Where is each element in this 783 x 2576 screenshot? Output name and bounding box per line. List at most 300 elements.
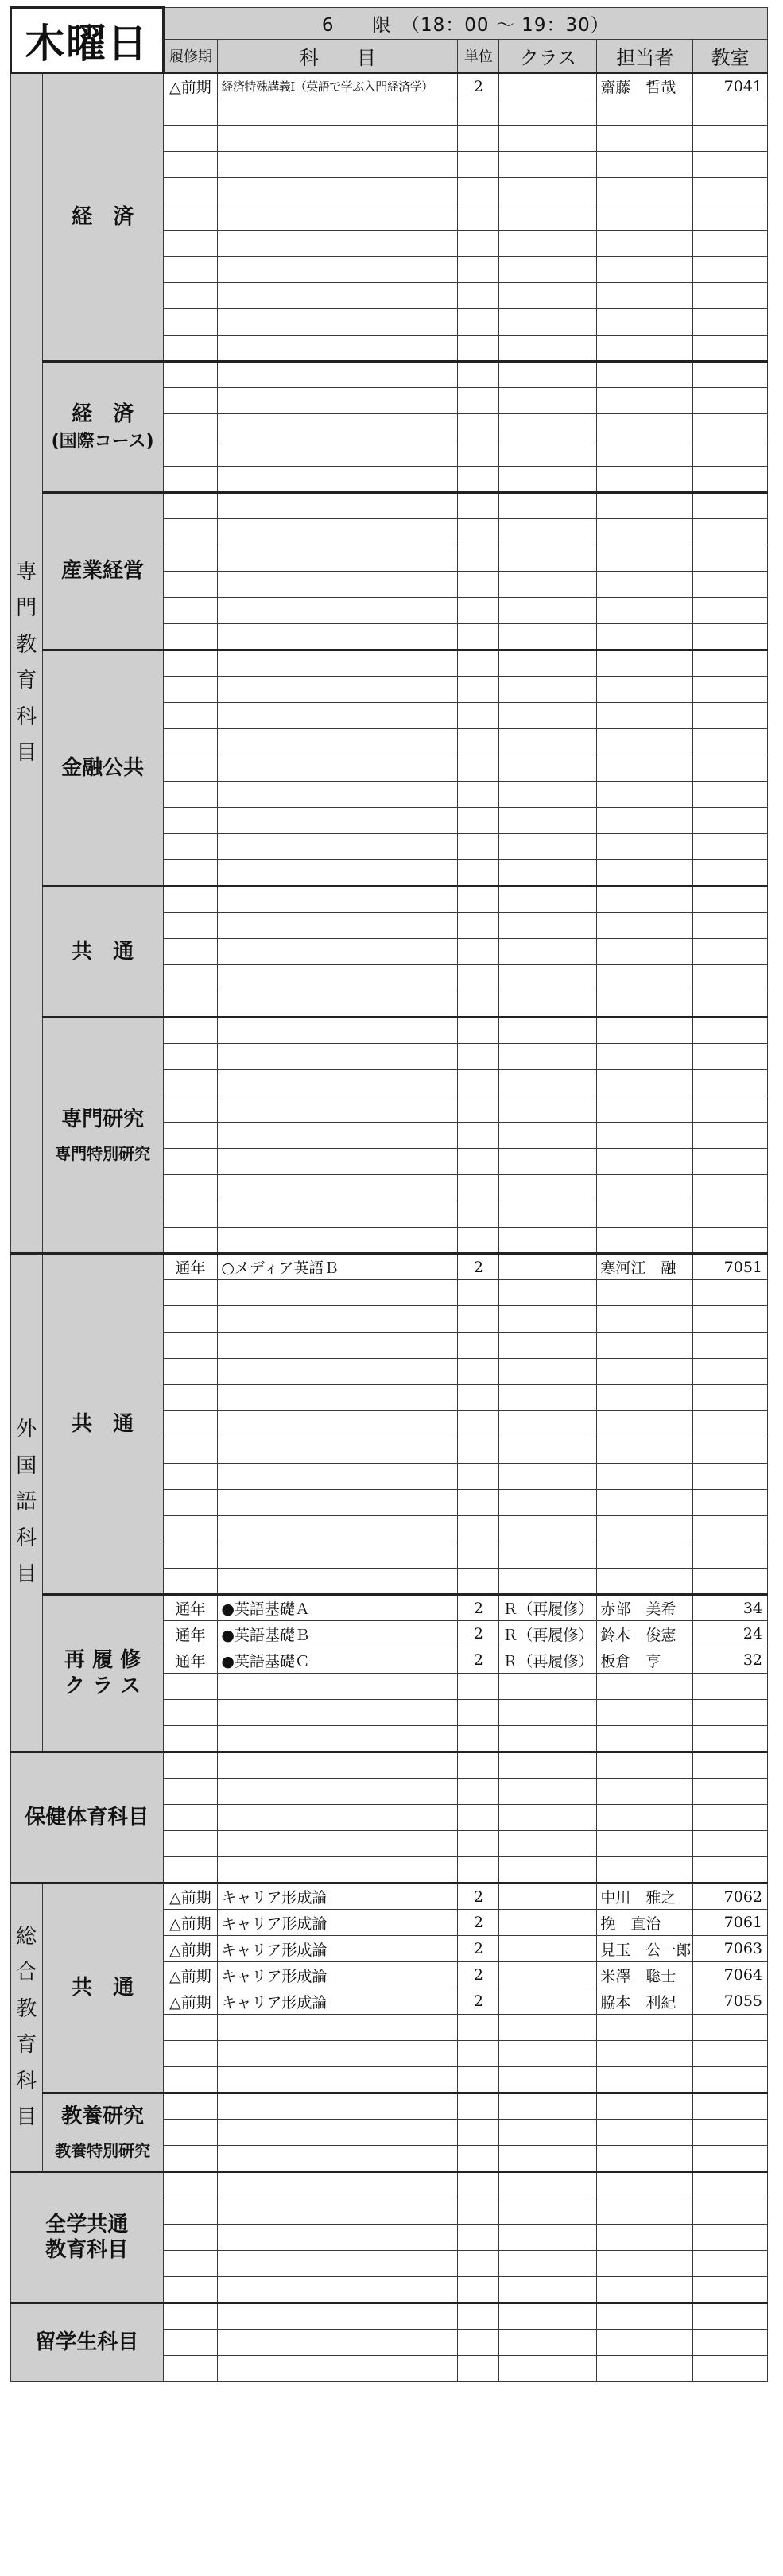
cell-room (693, 755, 768, 782)
cell-room: 7064 (693, 1962, 768, 1988)
cell-class (499, 1674, 597, 1700)
cell-teacher (597, 2093, 693, 2120)
timetable (10, 6, 768, 2382)
cell-credits (458, 860, 499, 886)
cell-room (693, 1175, 768, 1201)
cell-subject (218, 913, 458, 939)
cell-class: Ｒ（再履修） (499, 1595, 597, 1621)
cell-credits: 2 (458, 1988, 499, 2015)
cell-subject (218, 2067, 458, 2093)
cell-term (163, 1437, 218, 1464)
cell-credits (458, 1385, 499, 1411)
cell-class (499, 2146, 597, 2172)
cell-subject (218, 808, 458, 834)
cell-subject (218, 1437, 458, 1464)
cell-credits (458, 2172, 499, 2198)
cell-teacher (597, 729, 693, 755)
cell-teacher (597, 152, 693, 178)
cell-term (163, 152, 218, 178)
cell-subject (218, 1175, 458, 1201)
cell-term (163, 1175, 218, 1201)
cell-room (693, 2172, 768, 2198)
cell-credits (458, 2225, 499, 2251)
cell-teacher (597, 2251, 693, 2277)
cell-subject (218, 1569, 458, 1595)
cell-subject (218, 991, 458, 1018)
cell-teacher (597, 677, 693, 703)
cell-term (163, 1752, 218, 1779)
cell-class (499, 283, 597, 309)
cell-room (693, 126, 768, 152)
cell-teacher (597, 1149, 693, 1175)
cell-term (163, 572, 218, 598)
cell-teacher: 齋藤 哲哉 (597, 73, 693, 99)
cell-room (693, 572, 768, 598)
cell-class (499, 860, 597, 886)
cell-teacher (597, 624, 693, 650)
cell-room (693, 2225, 768, 2251)
cell-teacher (597, 1411, 693, 1437)
cell-term (163, 178, 218, 204)
cell-credits (458, 1280, 499, 1306)
cell-room (693, 178, 768, 204)
cell-credits: 2 (458, 1647, 499, 1674)
cell-term (163, 2198, 218, 2225)
cell-credits (458, 1831, 499, 1857)
cell-credits (458, 1044, 499, 1070)
cell-teacher (597, 598, 693, 624)
cell-credits (458, 1516, 499, 1542)
cell-subject (218, 2146, 458, 2172)
cell-term (163, 545, 218, 572)
cell-subject (218, 782, 458, 808)
cell-class (499, 1569, 597, 1595)
cell-room (693, 2120, 768, 2146)
cell-subject (218, 965, 458, 991)
cell-term (163, 1700, 218, 1726)
cell-teacher: 板倉 亨 (597, 1647, 693, 1674)
cell-term (163, 231, 218, 257)
cell-room (693, 414, 768, 440)
cell-subject (218, 1123, 458, 1149)
cell-term: △前期 (163, 1988, 218, 2015)
cell-term (163, 1490, 218, 1516)
cell-term (163, 362, 218, 388)
cell-subject: キャリア形成論 (218, 1936, 458, 1962)
cell-teacher (597, 782, 693, 808)
cell-class (499, 886, 597, 913)
cell-class (499, 1910, 597, 1936)
cell-term (163, 283, 218, 309)
cell-class (499, 1333, 597, 1359)
cell-term (163, 1096, 218, 1123)
cell-credits (458, 1569, 499, 1595)
cell-class (499, 2015, 597, 2041)
cell-room (693, 782, 768, 808)
cell-credits (458, 1542, 499, 1569)
cell-class (499, 1175, 597, 1201)
cell-subject (218, 1280, 458, 1306)
cell-room (693, 1831, 768, 1857)
cell-teacher (597, 178, 693, 204)
cell-teacher (597, 1437, 693, 1464)
cell-class (499, 1254, 597, 1280)
cell-subject (218, 1857, 458, 1884)
cell-subject (218, 1359, 458, 1385)
cell-class (499, 650, 597, 677)
cell-term (163, 860, 218, 886)
cell-teacher (597, 1857, 693, 1884)
cell-subject (218, 1070, 458, 1096)
cell-subject (218, 755, 458, 782)
cell-subject (218, 2041, 458, 2067)
cell-term: 通年 (163, 1621, 218, 1647)
cell-term (163, 1726, 218, 1752)
cell-teacher (597, 519, 693, 545)
cell-teacher (597, 1831, 693, 1857)
period-title: 6 限 （18：00 ～ 19：30） (163, 8, 767, 40)
cell-subject (218, 519, 458, 545)
cell-credits (458, 1359, 499, 1385)
cell-class (499, 2093, 597, 2120)
cell-teacher: 中川 雅之 (597, 1884, 693, 1910)
cell-credits (458, 1805, 499, 1831)
cell-credits (458, 467, 499, 493)
cell-credits (458, 414, 499, 440)
category-label: 総合教育科目 (11, 1884, 43, 2172)
cell-credits (458, 939, 499, 965)
cell-subject (218, 860, 458, 886)
cell-credits: 2 (458, 1621, 499, 1647)
cell-term (163, 1044, 218, 1070)
cell-teacher (597, 204, 693, 231)
cell-teacher (597, 808, 693, 834)
cell-class (499, 2277, 597, 2303)
cell-subject (218, 2172, 458, 2198)
cell-class (499, 703, 597, 729)
cell-teacher (597, 1175, 693, 1201)
cell-subject (218, 1411, 458, 1437)
cell-subject (218, 467, 458, 493)
cell-credits: 2 (458, 1884, 499, 1910)
cell-room (693, 1752, 768, 1779)
cell-class (499, 1123, 597, 1149)
cell-credits (458, 1674, 499, 1700)
cell-credits (458, 1437, 499, 1464)
cell-teacher (597, 991, 693, 1018)
cell-term (163, 1569, 218, 1595)
cell-class (499, 1385, 597, 1411)
cell-teacher (597, 2225, 693, 2251)
col-subject: 科 目 (218, 40, 458, 73)
cell-term (163, 440, 218, 467)
cell-subject (218, 2198, 458, 2225)
cell-room (693, 257, 768, 283)
table-row (11, 2172, 768, 2198)
cell-credits (458, 834, 499, 860)
cell-subject (218, 1805, 458, 1831)
cell-term (163, 388, 218, 414)
cell-term (163, 886, 218, 913)
cell-subject: 経済特殊講義Ⅰ（英語で学ぶ入門経済学） (218, 73, 458, 99)
cell-term (163, 624, 218, 650)
cell-term (163, 126, 218, 152)
cell-class (499, 2303, 597, 2330)
cell-teacher (597, 1333, 693, 1359)
cell-room (693, 991, 768, 1018)
category-label: 外国語科目 (11, 1254, 43, 1752)
col-teacher: 担当者 (597, 40, 693, 73)
cell-class (499, 1228, 597, 1254)
cell-room (693, 519, 768, 545)
cell-class (499, 1464, 597, 1490)
cell-room (693, 1044, 768, 1070)
cell-subject: ●英語基礎Ｃ (218, 1647, 458, 1674)
cell-term (163, 703, 218, 729)
cell-room: 7055 (693, 1988, 768, 2015)
cell-subject (218, 1779, 458, 1805)
cell-class (499, 1857, 597, 1884)
cell-credits (458, 677, 499, 703)
col-term: 履修期 (163, 40, 218, 73)
subgroup-label: 教養研究 教養特別研究 (42, 2093, 163, 2172)
cell-term (163, 1333, 218, 1359)
cell-credits (458, 2093, 499, 2120)
cell-teacher (597, 755, 693, 782)
cell-class (499, 1779, 597, 1805)
cell-credits (458, 2146, 499, 2172)
cell-class (499, 755, 597, 782)
cell-term (163, 493, 218, 519)
cell-term (163, 1359, 218, 1385)
cell-teacher (597, 1779, 693, 1805)
cell-term (163, 991, 218, 1018)
cell-term (163, 939, 218, 965)
cell-subject (218, 2277, 458, 2303)
cell-room (693, 729, 768, 755)
table-row (11, 2303, 768, 2330)
cell-class (499, 2041, 597, 2067)
table-row (11, 1254, 768, 1280)
cell-credits (458, 1857, 499, 1884)
cell-teacher (597, 860, 693, 886)
cell-term (163, 1280, 218, 1306)
cell-class (499, 624, 597, 650)
cell-room: 34 (693, 1595, 768, 1621)
cell-subject: ○メディア英語Ｂ (218, 1254, 458, 1280)
cell-subject (218, 1831, 458, 1857)
category-label: 専門教育科目 (11, 73, 43, 1254)
cell-term (163, 336, 218, 362)
cell-room (693, 1333, 768, 1359)
subgroup-label: 専門研究 専門特別研究 (42, 1018, 163, 1254)
cell-room (693, 860, 768, 886)
cell-term (163, 467, 218, 493)
cell-term (163, 729, 218, 755)
table-row (11, 362, 768, 388)
cell-teacher (597, 545, 693, 572)
cell-room (693, 1096, 768, 1123)
cell-subject (218, 703, 458, 729)
cell-subject (218, 650, 458, 677)
cell-credits (458, 1333, 499, 1359)
cell-class (499, 1437, 597, 1464)
cell-subject: ●英語基礎Ａ (218, 1595, 458, 1621)
col-room: 教室 (693, 40, 768, 73)
cell-class (499, 1962, 597, 1988)
cell-room (693, 1490, 768, 1516)
cell-credits (458, 257, 499, 283)
cell-room (693, 1805, 768, 1831)
cell-room (693, 1542, 768, 1569)
cell-subject (218, 1149, 458, 1175)
cell-term (163, 2277, 218, 2303)
cell-room (693, 1516, 768, 1542)
cell-teacher (597, 2015, 693, 2041)
cell-term (163, 755, 218, 782)
cell-credits (458, 231, 499, 257)
cell-term: 通年 (163, 1595, 218, 1621)
cell-room (693, 2330, 768, 2356)
cell-term (163, 965, 218, 991)
subgroup-label: 共 通 (42, 886, 163, 1018)
cell-subject: ●英語基礎Ｂ (218, 1621, 458, 1647)
cell-room (693, 1018, 768, 1044)
cell-room (693, 1437, 768, 1464)
cell-room (693, 1123, 768, 1149)
cell-room (693, 545, 768, 572)
cell-room (693, 2198, 768, 2225)
cell-room (693, 388, 768, 414)
cell-room (693, 886, 768, 913)
cell-credits (458, 362, 499, 388)
cell-term (163, 1385, 218, 1411)
cell-room (693, 2303, 768, 2330)
cell-room (693, 1385, 768, 1411)
cell-subject (218, 336, 458, 362)
cell-credits (458, 650, 499, 677)
cell-credits (458, 729, 499, 755)
cell-credits (458, 178, 499, 204)
cell-subject (218, 1542, 458, 1569)
cell-teacher (597, 2120, 693, 2146)
cell-teacher: 寒河江 融 (597, 1254, 693, 1280)
cell-subject (218, 126, 458, 152)
subgroup-label: 金融公共 (42, 650, 163, 886)
cell-subject: キャリア形成論 (218, 1962, 458, 1988)
cell-subject (218, 1700, 458, 1726)
cell-credits: 2 (458, 73, 499, 99)
cell-class (499, 1516, 597, 1542)
cell-room (693, 2041, 768, 2067)
cell-subject (218, 1674, 458, 1700)
cell-credits (458, 2015, 499, 2041)
cell-teacher (597, 388, 693, 414)
cell-credits (458, 598, 499, 624)
cell-term (163, 677, 218, 703)
cell-subject (218, 1490, 458, 1516)
cell-room (693, 650, 768, 677)
cell-room (693, 99, 768, 126)
cell-credits (458, 1726, 499, 1752)
cell-subject (218, 545, 458, 572)
cell-credits: 2 (458, 1962, 499, 1988)
cell-teacher: 挽 直治 (597, 1910, 693, 1936)
cell-credits (458, 283, 499, 309)
cell-teacher (597, 1805, 693, 1831)
cell-class (499, 1542, 597, 1569)
cell-subject (218, 572, 458, 598)
cell-subject (218, 2120, 458, 2146)
cell-credits (458, 808, 499, 834)
cell-teacher (597, 2198, 693, 2225)
cell-credits (458, 2067, 499, 2093)
subgroup-label: 経 済 (国際コース) (42, 362, 163, 493)
cell-term (163, 1411, 218, 1437)
cell-subject (218, 493, 458, 519)
cell-subject (218, 1044, 458, 1070)
cell-subject (218, 1201, 458, 1228)
cell-class (499, 572, 597, 598)
cell-credits (458, 782, 499, 808)
cell-credits: 2 (458, 1595, 499, 1621)
cell-credits: 2 (458, 1910, 499, 1936)
cell-room (693, 1674, 768, 1700)
cell-subject (218, 440, 458, 467)
cell-subject (218, 2356, 458, 2382)
cell-class: Ｒ（再履修） (499, 1621, 597, 1647)
cell-term: △前期 (163, 1936, 218, 1962)
cell-room (693, 2093, 768, 2120)
cell-room (693, 1411, 768, 1437)
cell-term (163, 1542, 218, 1569)
cell-term (163, 204, 218, 231)
cell-teacher: 米澤 聡士 (597, 1962, 693, 1988)
cell-term (163, 2067, 218, 2093)
cell-teacher: 赤部 美希 (597, 1595, 693, 1621)
subgroup-label: 再 履 修 ク ラ ス (42, 1595, 163, 1752)
cell-credits (458, 99, 499, 126)
cell-credits (458, 991, 499, 1018)
cell-subject (218, 2093, 458, 2120)
cell-term (163, 2225, 218, 2251)
cell-subject (218, 1726, 458, 1752)
cell-teacher (597, 2067, 693, 2093)
cell-term (163, 1674, 218, 1700)
cell-teacher (597, 1123, 693, 1149)
cell-subject: キャリア形成論 (218, 1884, 458, 1910)
cell-credits (458, 204, 499, 231)
cell-subject (218, 2015, 458, 2041)
cell-room: 24 (693, 1621, 768, 1647)
cell-room (693, 2277, 768, 2303)
cell-subject (218, 598, 458, 624)
cell-term (163, 2251, 218, 2277)
cell-credits (458, 493, 499, 519)
cell-term (163, 2120, 218, 2146)
cell-room (693, 231, 768, 257)
cell-teacher (597, 2041, 693, 2067)
cell-teacher (597, 1542, 693, 1569)
cell-credits (458, 2330, 499, 2356)
cell-teacher: 見玉 公一郎 (597, 1936, 693, 1962)
cell-credits (458, 440, 499, 467)
cell-class (499, 598, 597, 624)
cell-class (499, 729, 597, 755)
table-row (11, 650, 768, 677)
cell-class (499, 1831, 597, 1857)
table-row (11, 1018, 768, 1044)
